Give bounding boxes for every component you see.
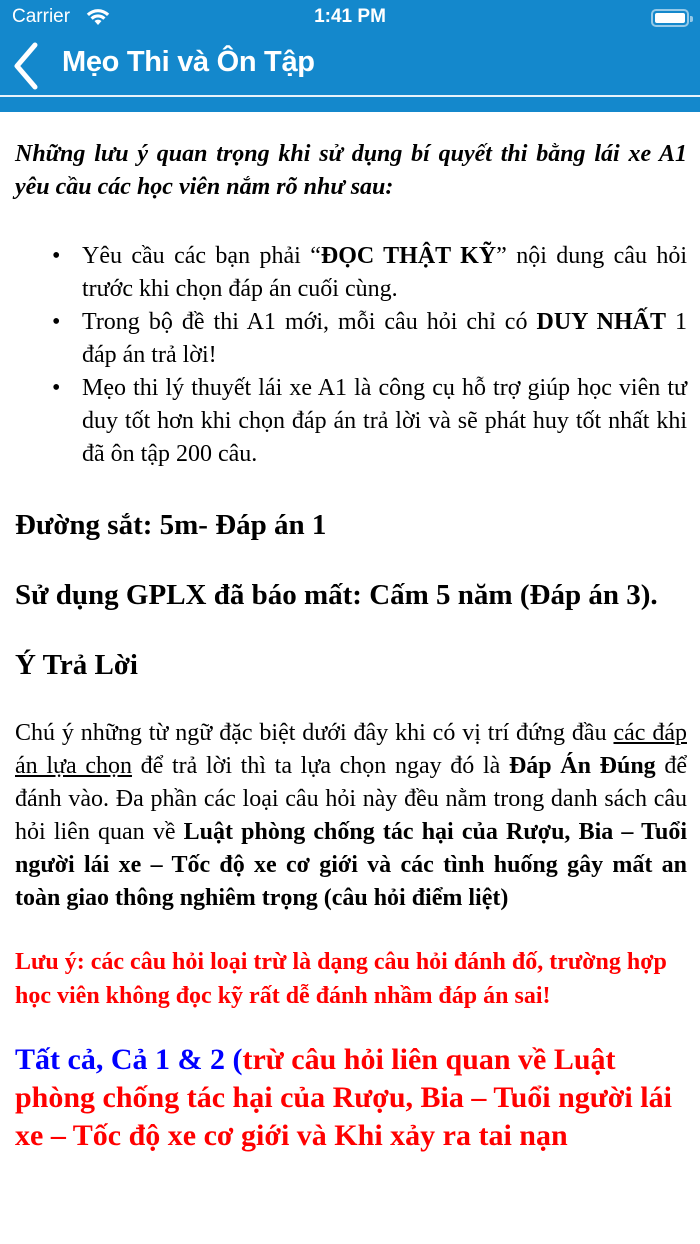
app-header <box>0 0 700 112</box>
header-divider <box>0 95 700 97</box>
chevron-left-icon <box>8 40 48 92</box>
battery-icon <box>651 9 689 27</box>
warning-note: Lưu ý: các câu hỏi loại trừ là dạng câu hỏi đánh đố, trường hợp học viên không đọc kỹ rất dễ đánh nhầm đáp án sai! <box>15 949 667 1009</box>
answer-rule: Tất cả, Cả 1 & 2 (trừ câu hỏi liên quan về Luật phòng chống tác hại của Rượu, Bia – Tuổi người lái xe – Tốc độ xe cơ giới và Khi xảy ra tai nạn <box>15 1043 672 1152</box>
page-title: Mẹo Thi và Ôn Tập <box>62 46 315 78</box>
status-bar <box>0 0 700 36</box>
carrier-label: Carrier <box>12 6 71 27</box>
intro-text: Những lưu ý quan trọng khi sử dụng bí quyết thi bằng lái xe A1 yêu cầu các học viên nắm rõ như sau: <box>15 141 687 200</box>
list-item: • Trong bộ đề thi A1 mới, mỗi câu hỏi chỉ có DUY NHẤT 1 đáp án trả lời! <box>82 306 687 372</box>
list-item: • Yêu cầu các bạn phải “ĐỌC THẬT KỸ” nội dung câu hỏi trước khi chọn đáp án cuối cùng. <box>82 240 687 306</box>
heading-gplx: Sử dụng GPLX đã báo mất: Cấm 5 năm (Đáp án 3). <box>15 579 658 611</box>
list-item: • Mẹo thi lý thuyết lái xe A1 là công cụ hỗ trợ giúp học viên tư duy tốt hơn khi chọn đáp án trả lời và sẽ phát huy tốt nhất khi đã ôn tập 200 câu. <box>82 372 687 471</box>
underlined-phrase: các đáp án lựa chọn <box>15 720 687 779</box>
explanation-paragraph: Chú ý những từ ngữ đặc biệt dưới đây khi có vị trí đứng đầu các đáp án lựa chọn để trả lời thì ta lựa chọn ngay đó là Đáp Án Đúng để đánh vào. Đa phần các loại câu hỏi này đều nằm trong danh sách câu hỏi liên quan về Luật phòng chống tác hại của Rượu, Bia – Tuổi người lái xe – Tốc độ xe cơ giới và các tình huống gây mất an toàn giao thông nghiêm trọng (câu hỏi điểm liệt) <box>15 720 688 911</box>
heading-answer: Ý Trả Lời <box>15 649 138 681</box>
navigation-bar <box>0 36 700 94</box>
article-content <box>15 138 687 1155</box>
clock: 1:41 PM <box>314 6 386 27</box>
back-button[interactable] <box>8 40 48 92</box>
tips-list <box>15 240 687 471</box>
heading-railway: Đường sắt: 5m- Đáp án 1 <box>15 509 327 541</box>
